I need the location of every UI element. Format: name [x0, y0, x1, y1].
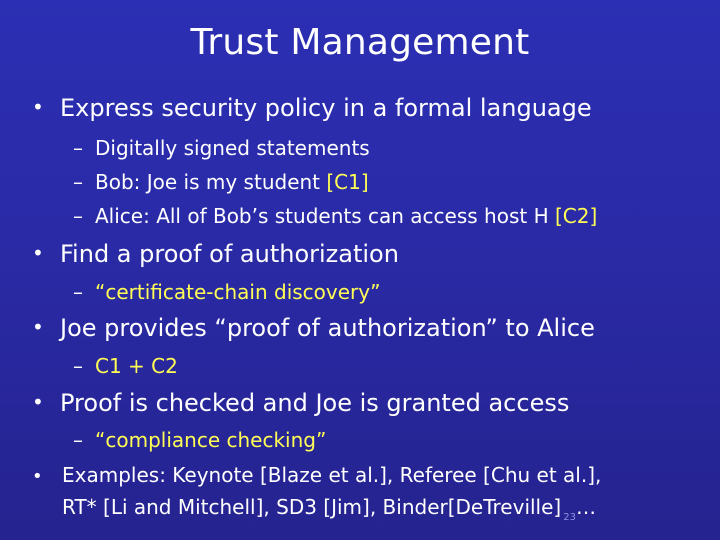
bullet-express-policy — [32, 94, 592, 122]
bullet-dot: • — [32, 390, 44, 414]
bullet-proof-checked — [32, 389, 569, 417]
page-number: 23 — [563, 512, 576, 523]
slide-title: Trust Management — [190, 22, 530, 63]
bullet-dot: • — [32, 315, 44, 339]
examples-line-1 — [32, 460, 601, 492]
subbullet-c1-c2 — [73, 354, 178, 378]
bullet-text: Proof is checked and Joe is granted access — [60, 389, 570, 417]
subbullet-text: Bob: Joe is my student — [95, 170, 327, 194]
bullet-dot: • — [32, 241, 44, 265]
credential-ref-c2: [C2] — [554, 204, 598, 228]
subbullet-chain-discovery — [73, 280, 380, 304]
bullet-dot: • — [32, 466, 43, 487]
subbullet-text: Alice: All of Bob’s students can access host H — [95, 204, 555, 228]
subbullet-text: Digitally signed statements — [95, 136, 370, 160]
dash-mark: – — [73, 136, 83, 160]
credential-ref-c1: [C1] — [326, 170, 369, 194]
examples-text-2: RT* [Li and Mitchell], SD3 [Jim], Binder[DeTreville] — [62, 495, 562, 519]
subbullet-text: C1 + C2 — [95, 354, 178, 378]
dash-mark: – — [73, 354, 83, 378]
bullet-text: Find a proof of authorization — [60, 240, 399, 268]
dash-mark: – — [73, 170, 83, 194]
dash-mark: – — [73, 204, 83, 228]
subbullet-compliance — [73, 428, 326, 452]
bullet-joe-provides — [32, 314, 595, 342]
subbullet-text: “compliance checking” — [95, 428, 327, 452]
examples-text-1: Examples: Keynote [Blaze et al.], Referee [Chu et al.], — [62, 463, 602, 487]
bullet-text: Joe provides “proof of authorization” to Alice — [60, 314, 595, 342]
subbullet-bob-statement — [73, 170, 369, 194]
examples-line-2 — [32, 492, 601, 533]
dash-mark: – — [73, 428, 83, 452]
bullet-find-proof — [32, 240, 399, 268]
examples-ellipsis: … — [575, 495, 596, 519]
subbullet-signed-statements — [73, 136, 370, 160]
examples-bullet — [32, 460, 601, 533]
bullet-dot: • — [32, 95, 44, 119]
dash-mark: – — [73, 280, 83, 304]
subbullet-alice-statement — [73, 204, 597, 228]
subbullet-text: “certificate-chain discovery” — [95, 280, 381, 304]
bullet-text: Express security policy in a formal language — [60, 94, 592, 122]
